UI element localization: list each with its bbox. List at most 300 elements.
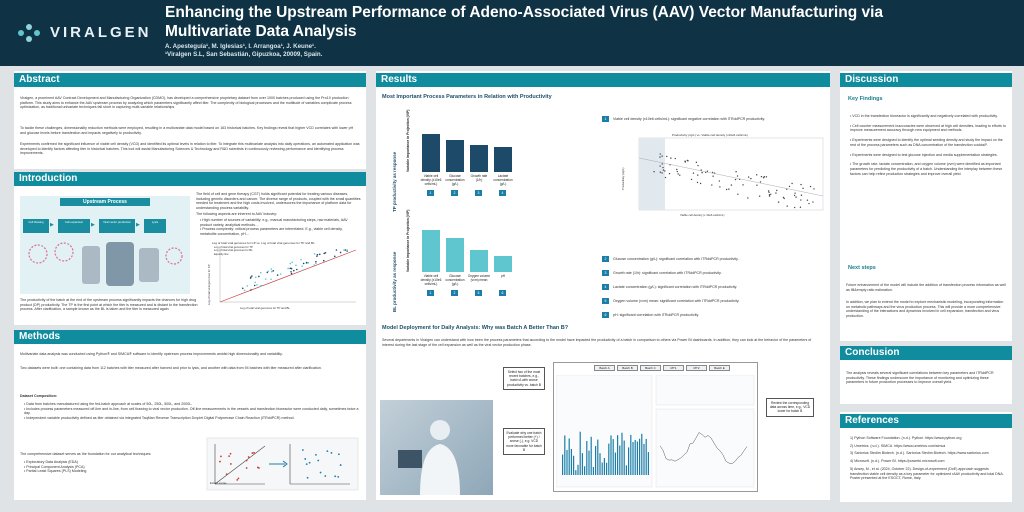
dashboard-bar bbox=[593, 467, 594, 475]
reference-item: 1) Python Software Foundation. (n.d.). Python. https://www.python.org bbox=[850, 436, 962, 440]
result-item-number: 3 bbox=[602, 270, 609, 276]
dashboard-bar bbox=[573, 456, 574, 475]
scatter-point bbox=[764, 176, 765, 177]
arrow-right-icon: ▶ bbox=[50, 222, 54, 228]
vcd-productivity-scatter bbox=[625, 136, 825, 216]
intro-scatter-chart bbox=[212, 246, 358, 306]
dashboard-tab[interactable]: Batch B bbox=[617, 365, 638, 371]
scatter-point bbox=[289, 263, 291, 265]
scatter-point bbox=[707, 171, 708, 172]
result-item-number: 2 bbox=[602, 256, 609, 262]
pca-point bbox=[238, 477, 240, 479]
dashboard-bar bbox=[637, 442, 638, 475]
scatter-point bbox=[246, 285, 248, 287]
key-findings-list bbox=[850, 114, 1006, 181]
scatter-point bbox=[271, 268, 273, 270]
pca-point bbox=[251, 452, 253, 454]
scatter-point bbox=[759, 195, 760, 196]
tp-ylabel: TP productivity as response bbox=[392, 151, 397, 212]
dashboard-bar bbox=[564, 435, 565, 475]
scatter-point bbox=[653, 171, 654, 172]
scatter-point bbox=[301, 265, 303, 267]
vip-bar bbox=[494, 256, 512, 272]
pca-point bbox=[306, 463, 308, 465]
scatter-point bbox=[662, 167, 663, 168]
scatter-point bbox=[760, 181, 761, 182]
scatter-point bbox=[737, 194, 738, 195]
logo-dots-icon bbox=[16, 22, 42, 44]
finding-item: • VCD in the transfection bioreactor is significantly and negatively correlated with productivity. bbox=[850, 114, 1006, 119]
pca-point bbox=[331, 452, 333, 454]
technique-eda: • Exploratory Data Analysis (EDA) bbox=[24, 460, 194, 465]
scatter-point bbox=[697, 174, 698, 175]
intro-chart-xlabel: Log of total viral genomes for TP and BL bbox=[240, 306, 290, 310]
scatter-point bbox=[795, 196, 796, 197]
vip-bar-number: 4 bbox=[499, 190, 506, 196]
pca-point bbox=[246, 467, 248, 469]
scatter-point bbox=[756, 184, 757, 185]
pca-point bbox=[220, 456, 222, 458]
scatter-point bbox=[701, 172, 702, 173]
flow-step-lysis: Lysis bbox=[144, 219, 166, 233]
scatter-point bbox=[334, 256, 336, 258]
pca-point bbox=[253, 452, 255, 454]
author-list: A. Apesteguía¹, M. Iglesias¹, I. Arrangoa¹, J. Keune¹. bbox=[165, 43, 316, 50]
vip-bar bbox=[422, 134, 440, 172]
scatter-point bbox=[778, 201, 779, 202]
powerbi-dashboard bbox=[553, 362, 758, 492]
scatter-point bbox=[258, 276, 260, 278]
scatter-point bbox=[661, 155, 662, 156]
pca-point bbox=[257, 467, 259, 469]
vip-bar-label: Lactate concentration (g/L) bbox=[493, 174, 513, 186]
reference-item: 2) Umetrics. (n.d.). SIMCA. https://www.umetrics.com/simca bbox=[850, 443, 946, 448]
discussion-heading: Discussion bbox=[840, 73, 1012, 87]
references-list bbox=[850, 436, 1006, 484]
scatter-point bbox=[254, 282, 256, 284]
finding-item: • Experiments were designed to test glucose injection and media supplementation strategies. bbox=[850, 153, 1006, 158]
result-item-text: Lactate concentration (g/L): significant correlation with ITRddPCR productivity. bbox=[613, 285, 738, 289]
scatter-point bbox=[669, 173, 670, 174]
callout-evaluate: Evaluate why one batch performed better (+) / worse (-), e.g. VCD more favorable for batch B bbox=[503, 428, 545, 455]
finding-item: • Experiments were designed to identify the optimal seeding density and study the impact on the rest of the process parameters such as DNA concentration of the transfection cocktail¹. bbox=[850, 138, 1006, 147]
scatter-point bbox=[791, 183, 792, 184]
scatter-point bbox=[314, 253, 316, 255]
scatter-point bbox=[742, 184, 743, 185]
scatter-point bbox=[712, 176, 713, 177]
scatter-point bbox=[789, 186, 790, 187]
callout-select-batches: Select two of the most recent batches, e.g., batch A with worse productivity vs. batch B bbox=[503, 367, 545, 390]
scatter-point bbox=[270, 278, 272, 280]
dashboard-bar bbox=[562, 455, 563, 475]
scatter-point bbox=[810, 186, 811, 187]
bl-ylabel: BL productivity as response bbox=[392, 251, 397, 312]
vip-bar bbox=[494, 147, 512, 172]
scatter-point bbox=[306, 262, 308, 264]
results-heading: Results bbox=[376, 73, 830, 87]
pca-point bbox=[334, 475, 336, 477]
vip-bar-label: pH bbox=[500, 274, 506, 278]
vip-bar-number: 1 bbox=[427, 290, 434, 296]
dashboard-bar bbox=[615, 453, 616, 475]
scatter-point bbox=[735, 179, 736, 180]
pca-point bbox=[304, 458, 306, 460]
result-item-text: Oxygen volume (vvm) mean: significant correlation with ITRddPCR productivity. bbox=[613, 299, 740, 303]
dashboard-bar bbox=[577, 465, 578, 475]
result-item-number: 5 bbox=[602, 298, 609, 304]
scatter-point bbox=[813, 188, 814, 189]
dashboard-bar bbox=[597, 440, 598, 475]
scatter-point bbox=[735, 171, 736, 172]
reference-item: 3) Sartorius Stedim Biotech. (n.d.). Sartorius Stedim Biotech. https://www.sartorius.com bbox=[850, 451, 989, 456]
pca-diagram-label: Extract scores bbox=[210, 482, 227, 485]
next-steps-p1: Future enhancement of the model will include the addition of transfection process information as well as fill&empty ratio estimation. bbox=[846, 283, 1006, 292]
pca-point bbox=[337, 476, 339, 478]
scatter-point bbox=[726, 189, 727, 190]
scatter-point bbox=[794, 192, 795, 193]
pca-point bbox=[324, 475, 326, 477]
dashboard-bar bbox=[595, 446, 596, 475]
vip-bar-label: Glucose concentration (g/L) bbox=[445, 274, 465, 286]
scatter-point bbox=[719, 186, 720, 187]
scatter-point bbox=[300, 259, 302, 261]
results-deploy-text: Several departments in Viralgen can understand with how been the process parameters that according to the model have impacted the productivity of a batch in comparison to others via Power BI dashboards. In addition, they can look at the behavior of the parameters of interest during the last stage of the cell expansion as well as the viral vector production phase. bbox=[382, 338, 812, 347]
pca-point bbox=[248, 456, 250, 458]
vip-bar-number: 6 bbox=[499, 290, 506, 296]
scatter-point bbox=[693, 172, 694, 173]
flow-step-cell-thawing: Cell thawing bbox=[23, 219, 49, 233]
vip-bar-number: 2 bbox=[451, 190, 458, 196]
scatter-point bbox=[750, 178, 751, 179]
scatter-point bbox=[660, 172, 661, 173]
abstract-p1: Viralgen, a prominent AAV Contract Development and Manufacturing Organization (CDMO), has developed a comprehensive proprietary dataset from over 1000 batches produced using the Pro10 production platform. This study aims to enhance the AAV upstream process by analyzing which parameters significantly affect titer. The complexity of biological processes and the multitude of variables complicate process optimization, as traditional univariate techniques fall short in capturing multi-variable relationships. bbox=[20, 96, 352, 110]
scatter-point bbox=[661, 172, 662, 173]
dashboard-bar bbox=[586, 441, 587, 475]
intro-p3: The productivity of the batch at the end of the upstream process significantly impacts the chances for high drug product (DP) productivity. The TP is the first point at which the titer is measured and is distant to the transfection process. After clarification, a sample known as the BL is taken and the titer is measured again bbox=[20, 298, 198, 312]
scatter-point bbox=[244, 290, 246, 292]
scatter-point bbox=[291, 262, 293, 264]
dashboard-bar bbox=[591, 437, 592, 475]
next-steps-title: Next steps bbox=[848, 265, 876, 271]
scatter-ylabel: Productivity (vg/L) bbox=[621, 167, 625, 190]
scatter-point bbox=[319, 254, 321, 256]
flow-title: Upstream Process bbox=[60, 198, 150, 206]
dashboard-bar bbox=[566, 450, 567, 475]
dashboard-tab[interactable]: MT2 bbox=[686, 365, 707, 371]
scatter-point bbox=[775, 192, 776, 193]
scatter-point bbox=[670, 157, 671, 158]
scatter-point bbox=[242, 288, 244, 290]
result-item-text: Growth rate (1/h): significant correlation with ITRddPCR productivity. bbox=[613, 271, 722, 275]
scatter-point bbox=[808, 203, 809, 204]
intro-p2: The following aspects are inherent to AAV industry: bbox=[196, 212, 278, 216]
scatter-point bbox=[316, 255, 318, 257]
pca-point bbox=[230, 463, 232, 465]
scatter-point bbox=[659, 156, 660, 157]
vip-bar-label: Glucose concentration (g/L) bbox=[445, 174, 465, 186]
scatter-point bbox=[766, 176, 767, 177]
intro-p1: The field of cell and gene therapy (CGT) holds significant potential for treating various diseases, including genetic disorders and cancer. The diverse range of products, coupled with the small quantities needed for treatment and the high costs involved, underscores the importance of platform data for understanding process variability. bbox=[196, 192, 361, 211]
trend-line bbox=[639, 158, 823, 196]
finding-item: • Cell counter measurement inaccuracies were observed at high cell densities, leading to efforts to improve measurement accuracy through new equipment and methods. bbox=[850, 124, 1006, 133]
abstract-p3: Experiments confirmed the significant influence of viable cell density (VCD) and identified its optimal levels in relation to titer. To integrate this multivariate analysis into daily operations, an automated application was developed to identify factors affecting titer in historical batches. This tool will assist Manufacturing Sciences & Technology and R&D scientists in continuously reviewing performance and identifying process improvements. bbox=[20, 142, 360, 156]
methods-bullet-2: • Includes process parameters measured off-line and in-line, from cell thawing to viral vector production. Off-line measurements in the vessels and transfection bioreactor were conducted daily, sometimes twice a day. bbox=[24, 407, 360, 416]
dashboard-tab[interactable]: Batch E bbox=[709, 365, 730, 371]
scatter-point bbox=[802, 188, 803, 189]
scatter-point bbox=[737, 175, 738, 176]
scatter-point bbox=[800, 199, 801, 200]
scatter-point bbox=[315, 261, 317, 263]
pca-point bbox=[309, 462, 311, 464]
abstract-heading: Abstract bbox=[14, 73, 366, 87]
dashboard-bar bbox=[643, 444, 644, 475]
reference-item: 5) Ansey, M., et al. (2024, October 22). Design-of-experiment (DoE) approach suggests transfection viable cell density as a key parameter for optimized rAAV productivity and total DNA. Poster presented at the ESGCT, Rome, Italy. bbox=[850, 466, 1004, 481]
key-findings-title: Key Findings bbox=[848, 96, 883, 102]
dashboard-bar bbox=[569, 438, 570, 475]
intro-bullets bbox=[200, 218, 360, 237]
pca-point bbox=[302, 449, 304, 451]
dashboard-tab[interactable]: Batch A bbox=[594, 365, 615, 371]
dashboard-bar bbox=[641, 434, 642, 475]
scatter-point bbox=[711, 184, 712, 185]
scatter-point bbox=[700, 183, 701, 184]
scatter-point bbox=[343, 249, 345, 251]
scatter-point bbox=[748, 176, 749, 177]
scatter-point bbox=[769, 195, 770, 196]
technique-pca: • Principal Component Analysis (PCA) bbox=[24, 465, 194, 470]
conclusion-text: The analysis reveals several significant correlations between key parameters and ITRddPCR productivity. These findings underscore the importance of monitoring and optimizing these parameters in future production processes to improve overall yield. bbox=[846, 371, 994, 385]
scatter-point bbox=[691, 179, 692, 180]
legend-equality: Equality line bbox=[214, 252, 229, 256]
methods-p2: Two datasets were built: one containing data from 112 batches with titer measured after harvest and prior to lysis, and another with data from 94 batches with titer measured after clarification. bbox=[20, 366, 322, 370]
scatter-point bbox=[747, 197, 748, 198]
dashboard-bar bbox=[624, 441, 625, 475]
viralgen-logo bbox=[12, 18, 152, 48]
scatter-point bbox=[266, 272, 268, 274]
scatter-point bbox=[346, 249, 348, 251]
scatter-point bbox=[677, 173, 678, 174]
pca-point bbox=[228, 455, 230, 457]
vip-bar bbox=[446, 238, 464, 272]
scatter-point bbox=[768, 190, 769, 191]
vip-bar bbox=[446, 140, 464, 172]
pca-point bbox=[326, 450, 328, 452]
vip-bar-number: 1 bbox=[427, 190, 434, 196]
methods-techniques bbox=[24, 460, 194, 474]
scatter-point bbox=[679, 174, 680, 175]
tp-vip-ylabel: Variable Importance in Projection (VIP) bbox=[406, 109, 410, 172]
scatter-point bbox=[277, 274, 279, 276]
dashboard-bar bbox=[630, 435, 631, 475]
scatter-point bbox=[756, 174, 757, 175]
dashboard-bar bbox=[608, 444, 609, 475]
methods-techniques-title: The comprehensive dataset serves as the foundation for our analytical techniques: bbox=[20, 452, 152, 456]
vip-bar-number: 5 bbox=[475, 290, 482, 296]
scatter-point bbox=[254, 285, 256, 287]
scatter-point bbox=[666, 156, 667, 157]
scatter-point bbox=[697, 182, 698, 183]
scatter-title: Productivity (vg/L) vs. Viable cell density (x10e6 cells/mL) bbox=[671, 133, 749, 137]
reference-item: 4) Microsoft. (n.d.). Power BI. https://powerbi.microsoft.com bbox=[850, 459, 945, 464]
methods-heading: Methods bbox=[14, 330, 366, 344]
dashboard-bar bbox=[648, 452, 649, 475]
vip-bar-label: Viable cell density (x10e6 cells/mL) bbox=[420, 174, 442, 186]
scatter-point bbox=[664, 170, 665, 171]
dashboard-bar bbox=[619, 446, 620, 475]
dashboard-bar bbox=[599, 453, 600, 475]
scatter-point bbox=[728, 188, 729, 189]
pca-point bbox=[246, 460, 248, 462]
scatter-point bbox=[291, 268, 293, 270]
scatter-point bbox=[687, 160, 688, 161]
vip-bar-label: Growth rate (1/h) bbox=[470, 174, 488, 182]
abstract-p2: To tackle these challenges, dimensionality reduction methods were employed, resulting in a multivariate data model based on 163 historical batches. Key findings reveal that higher VCD correlates with lower pH and glucose levels before transfection and impacts negatively to productivity. bbox=[20, 126, 354, 135]
scatter-point bbox=[280, 273, 282, 275]
dashboard-bar bbox=[635, 440, 636, 475]
scatter-point bbox=[685, 161, 686, 162]
scatter-point bbox=[287, 268, 289, 270]
dashboard-bar bbox=[588, 451, 589, 475]
scatter-point bbox=[296, 269, 298, 271]
methods-p1: Multivariate data analysis was conducted using Python® and SIMCA® software to identify upstream process improvements amidst high dimensionality and variability. bbox=[20, 352, 283, 356]
vip-bar-number: 3 bbox=[475, 190, 482, 196]
dashboard-bar bbox=[639, 439, 640, 475]
scatter-point bbox=[662, 163, 663, 164]
methods-bullets bbox=[24, 402, 360, 421]
dashboard-bar bbox=[613, 439, 614, 475]
methods-bullet-3: • Independent variable productivity defined as titer obtained via integrated TaqMan Reverse Transcription Droplet Digital Polymerase Chain Reaction (ITRddPCR) method. bbox=[24, 416, 360, 421]
technique-pls: • Partial Least Squares (PLS) Modeling bbox=[24, 469, 194, 474]
dashboard-bar bbox=[580, 432, 581, 475]
dashboard-bar bbox=[604, 458, 605, 475]
legend-bl: Log of total viral genomes for BL bbox=[214, 249, 253, 253]
legend-tp: Log of total viral genomes for TP bbox=[214, 246, 253, 249]
scatter-point bbox=[800, 207, 801, 208]
vip-bar bbox=[470, 145, 488, 172]
dashboard-bar bbox=[626, 465, 627, 475]
result-item-number: 1 bbox=[602, 116, 609, 122]
dashboard-charts bbox=[556, 375, 756, 491]
conclusion-heading: Conclusion bbox=[840, 346, 1012, 360]
scatter-point bbox=[265, 278, 267, 280]
vip-bar-label: Viable cell density (x10e6 cells/mL) bbox=[420, 274, 442, 286]
scatter-point bbox=[812, 201, 813, 202]
scatter-point bbox=[676, 169, 677, 170]
dashboard-tab[interactable]: Batch C bbox=[640, 365, 661, 371]
scatter-point bbox=[260, 272, 262, 274]
scatter-point bbox=[255, 277, 257, 279]
bioreactor-illustration bbox=[24, 238, 186, 292]
dashboard-tab[interactable]: MT1 bbox=[663, 365, 684, 371]
logo-text: VIRALGEN bbox=[50, 24, 152, 41]
scatter-point bbox=[677, 171, 678, 172]
references-heading: References bbox=[840, 414, 1012, 428]
intro-chart-title: Log of total viral genomes for CP vs. Log of total viral genomes for TP and BL bbox=[212, 241, 315, 245]
dashboard-bar bbox=[646, 439, 647, 475]
dashboard-bar bbox=[602, 463, 603, 475]
pca-point bbox=[338, 453, 340, 455]
pca-point bbox=[320, 472, 322, 474]
result-item-number: 4 bbox=[602, 284, 609, 290]
dashboard-bar bbox=[621, 433, 622, 475]
dashboard-bar bbox=[575, 470, 576, 475]
scatter-point bbox=[289, 268, 291, 270]
scatter-point bbox=[303, 263, 305, 265]
scatter-point bbox=[340, 252, 342, 254]
scatter-point bbox=[302, 269, 304, 271]
intro-bullet-2: • Process complexity: critical process parameters are interrelated. E.g., viable cell density, metabolite concentration, pH… bbox=[200, 227, 360, 236]
scatter-point bbox=[323, 253, 325, 255]
results-sub1: Most Important Process Parameters in Relation with Productivity bbox=[382, 94, 552, 100]
scatter-point bbox=[675, 158, 676, 159]
vip-bar bbox=[422, 230, 440, 272]
pca-point bbox=[315, 454, 317, 456]
dashboard-bar bbox=[610, 435, 611, 475]
scatter-point bbox=[665, 177, 666, 178]
scatter-point bbox=[272, 270, 274, 272]
scatter-point bbox=[291, 273, 293, 275]
scatter-point bbox=[761, 176, 762, 177]
scatter-point bbox=[800, 184, 801, 185]
scatter-point bbox=[719, 180, 720, 181]
scatter-point bbox=[731, 184, 732, 185]
pca-point bbox=[317, 460, 319, 462]
arrow-right-icon: ▶ bbox=[136, 222, 140, 228]
result-item-text: pH: significant correlation with ITRddPCR productivity. bbox=[613, 313, 700, 317]
dashboard-bar bbox=[582, 453, 583, 475]
dashboard-bar bbox=[632, 442, 633, 475]
results-sub2: Model Deployment for Daily Analysis: Why was Batch A Better Than B? bbox=[382, 325, 569, 331]
vip-bar-label: Oxygen volume (vvm) mean bbox=[467, 274, 491, 282]
bl-vip-ylabel: Variable Importance in Projection (VIP) bbox=[406, 209, 410, 272]
scatter-point bbox=[659, 165, 660, 166]
vip-bar-number: 2 bbox=[451, 290, 458, 296]
scatter-point bbox=[663, 169, 664, 170]
scatter-point bbox=[295, 264, 297, 266]
scatter-point bbox=[807, 200, 808, 201]
callout-review-data: Review the corresponding data across time, e.g., VCD lower for batch B bbox=[766, 398, 814, 417]
scatter-point bbox=[260, 285, 262, 287]
affiliation: ¹Viralgen S.L, San Sebastián, Gipuzkoa, 20009, Spain. bbox=[165, 50, 323, 58]
finding-item: • The growth rate, lactate concentration, and oxygen volume (vvm) were identified as important parameters for predicting the productivity of a batch. Understanding the interplay between these factors can help refine production strategies and improve overall yield. bbox=[850, 162, 1006, 176]
scatter-point bbox=[308, 262, 310, 264]
scatter-point bbox=[768, 192, 769, 193]
scatter-point bbox=[250, 289, 252, 291]
scatter-point bbox=[660, 153, 661, 154]
scatter-point bbox=[271, 271, 273, 273]
scatter-point bbox=[256, 284, 258, 286]
authors bbox=[165, 43, 322, 58]
scatter-point bbox=[697, 165, 698, 166]
flow-step-viral-production: Viral vector production bbox=[99, 219, 135, 233]
vip-bar bbox=[470, 250, 488, 272]
pca-point bbox=[219, 461, 221, 463]
methods-bullet-1: • Data from batches manufactured using the fed-batch approach at scales of 50L, 250L, 500L, and 2000L. bbox=[24, 402, 360, 407]
scatter-point bbox=[786, 205, 787, 206]
dashboard-bar bbox=[606, 463, 607, 475]
result-item-text: Viable cell density (x10e6 cells/mL): significant negative correlation with ITRddPCR productivity. bbox=[613, 117, 766, 121]
scatter-xlabel: Viable cell density (x 10e6 cells/mL) bbox=[680, 213, 725, 217]
poster-header bbox=[0, 0, 1024, 66]
scatter-point bbox=[315, 263, 317, 265]
flow-step-cell-expansion: Cell expansion bbox=[58, 219, 90, 233]
dashboard-bar bbox=[571, 449, 572, 475]
scatter-point bbox=[317, 254, 319, 256]
result-item-number: 6 bbox=[602, 312, 609, 318]
scatter-point bbox=[794, 207, 795, 208]
dashboard-bar bbox=[617, 435, 618, 475]
scatter-point bbox=[251, 275, 253, 277]
